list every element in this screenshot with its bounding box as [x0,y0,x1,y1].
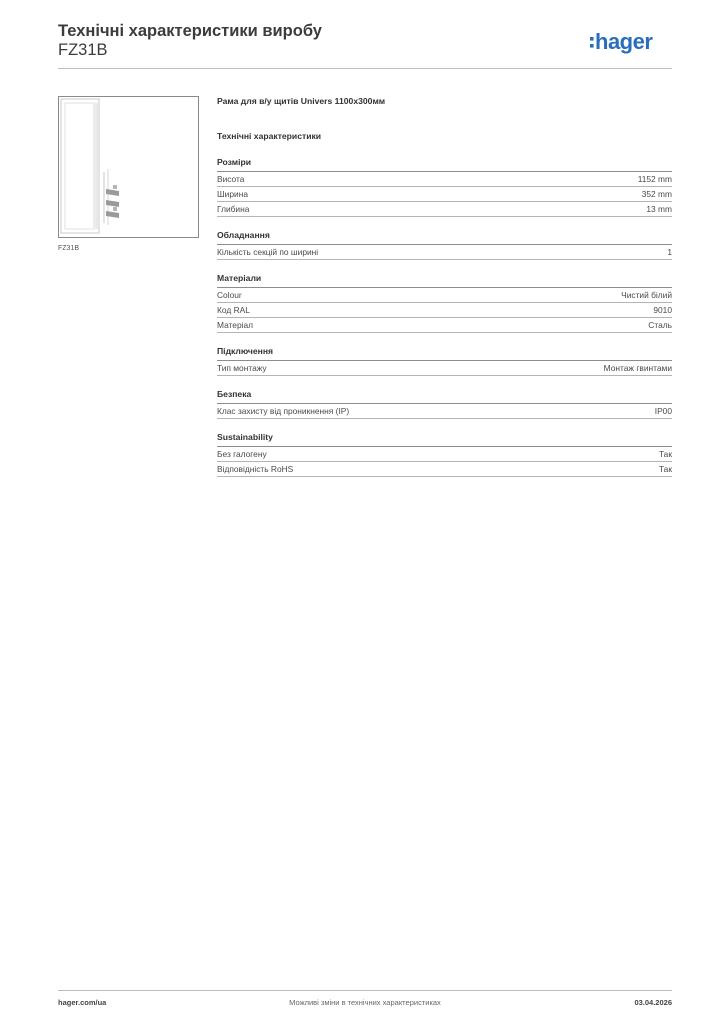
spec-group-equipment [217,230,672,260]
product-image [58,96,199,238]
spec-group-materials [217,273,672,333]
spec-label: Відповідність RoHS [217,464,294,475]
spec-group-dimensions [217,157,672,217]
spec-label: Висота [217,174,245,185]
spec-row [217,172,672,187]
group-title: Підключення [217,346,672,361]
spec-label: Ширина [217,189,248,200]
spec-value: Монтаж гвинтами [603,363,672,374]
spec-label: Код RAL [217,305,250,316]
spec-row [217,245,672,260]
header-divider [58,68,672,69]
product-name: Рама для в/у щитів Univers 1100x300мм [217,96,386,106]
page-title: Технічні характеристики виробу [58,22,322,40]
spec-group-safety [217,389,672,419]
spec-group-sustainability [217,432,672,477]
page-header [58,20,672,70]
spec-label: Без галогену [217,449,267,460]
spec-label: Клас захисту від проникнення (IP) [217,406,350,417]
footer-date: 03.04.2026 [634,998,672,1007]
frame-illustration [59,97,198,237]
spec-value: IP00 [654,406,672,417]
mounting-brackets [104,169,119,225]
spec-row [217,303,672,318]
spec-label: Глибина [217,204,250,215]
product-code: FZ31B [58,41,108,59]
group-title: Sustainability [217,432,672,447]
spec-row [217,447,672,462]
hager-logo [590,28,672,56]
image-caption: FZ31B [58,245,80,252]
group-title: Безпека [217,389,672,404]
website-link[interactable]: hager.com/ua [58,998,107,1007]
spec-value: 352 mm [641,189,672,200]
group-title: Обладнання [217,230,672,245]
spec-value: Сталь [648,320,672,331]
footer-divider [58,990,672,991]
spec-row [217,361,672,376]
spec-value: 13 mm [646,204,672,215]
spec-value: Так [658,449,672,460]
page-footer [58,998,672,1010]
spec-group-connection [217,346,672,376]
spec-value: Чистий білий [621,290,672,301]
footer-notice: Можливі зміни в технічних характеристиках [289,998,441,1007]
spec-label: Кількість секцій по ширині [217,247,319,258]
spec-label: Тип монтажу [217,363,267,374]
spec-value: Так [658,464,672,475]
specs-heading: Технічні характеристики [217,131,322,141]
spec-row [217,202,672,217]
spec-value: 9010 [653,305,672,316]
spec-value: 1152 mm [637,174,672,185]
spec-row [217,288,672,303]
spec-row [217,404,672,419]
group-title: Матеріали [217,273,672,288]
spec-row [217,318,672,333]
spec-value: 1 [667,247,672,258]
spec-row [217,187,672,202]
svg-text:hager: hager [595,29,653,54]
spec-label: Colour [217,290,242,301]
group-title: Розміри [217,157,672,172]
spec-label: Матеріал [217,320,254,331]
specifications [217,94,672,477]
spec-row [217,462,672,477]
